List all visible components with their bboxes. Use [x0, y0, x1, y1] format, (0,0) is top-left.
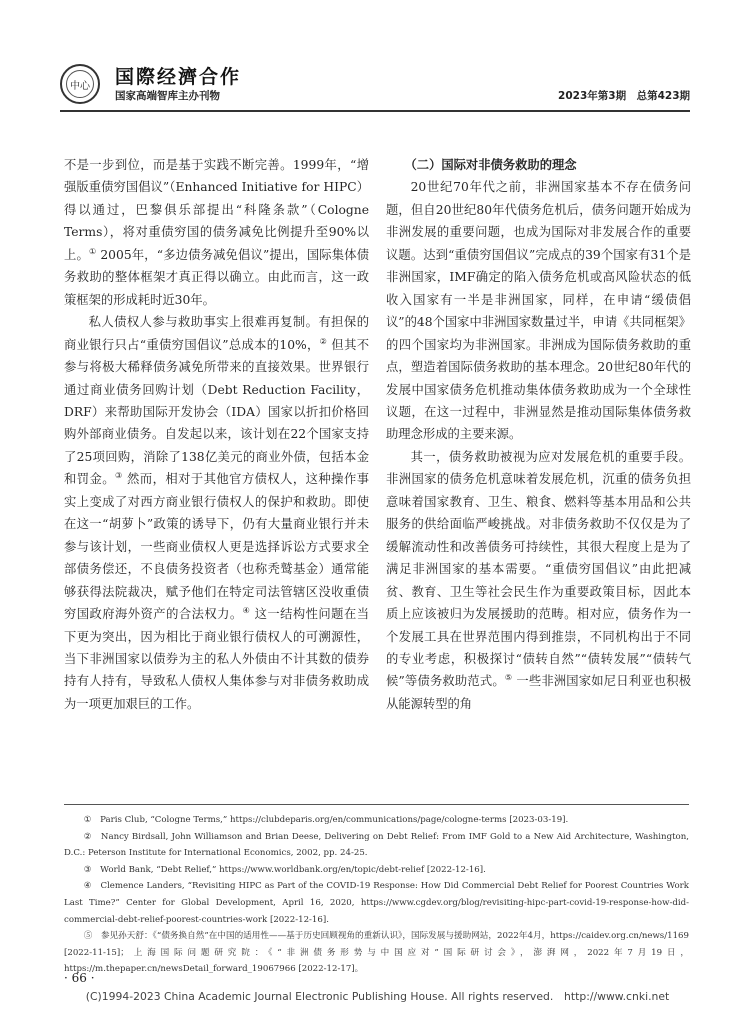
journal-title: 国際经濟合作 [115, 66, 242, 88]
footnote-marker: ② [319, 336, 328, 346]
right-column [386, 154, 691, 715]
footnote-marker: ⑤ [504, 673, 513, 683]
journal-logo-icon [60, 64, 100, 104]
page-number: · 66 · [64, 971, 95, 985]
header-divider [60, 110, 690, 112]
left-column [64, 154, 369, 715]
left-paragraph-2: 私人债权人参与救助事实上很难再复制。有担保的商业银行只占“重债穷国倡议”总成本的10%，② 但其不参与将极大稀释债务减免所带来的直接效果。世界银行通过商业债务回购计划（Debt Reduction Facility，DRF）来帮助国际开发协会（IDA）国家以折扣价格回购外部商业债务。自发起以来，该计划在22个国家支持了25项回购，消除了138亿美元的商业外债，包括本金和罚金。③ 然而，相对于其他官方债权人，这种操作事实上变成了对西方商业银行债权人的保护和救助。即使在这一“胡萝卜”政策的诱导下，仍有大量商业银行并未参与该计划，一些商业债权人更是选择诉讼方式要求全部债务偿还，不良债务投资者（也称秃鹫基金）通常能够获得法院裁决，赋予他们在特定司法管辖区没收重债穷国政府海外资产的合法权力。④ 这一结构性问题在当下更为突出，因为相比于商业银行债权人的可溯源性，当下非洲国家以债券为主的私人外债由不计其数的债券持有人持有，导致私人债权人集体参与对非债务救助成为一项更加艰巨的工作。 [64, 315, 369, 711]
right-paragraph-2: 其一，债务救助被视为应对发展危机的重要手段。非洲国家的债务危机意味着发展危机，沉重的债务负担意味着国家教育、卫生、粮食、燃料等基本用品和公共服务的供给面临严峻挑战。对非债务救助不仅仅是为了缓解流动性和改善债务可持续性，其很大程度上是为了满足非洲国家的基本需要。“重债穷国倡议”由此把减贫、教育、卫生等社会民生作为重要政策目标，因此本质上应该被归为发展援助的范畴。相对应，债务作为一个发展工具在世界范围内得到推崇，不同机构出于不同的专业考虑，积极探讨“债转自然”“债转发展”“债转气候”等债务救助范式。⑤ 一些非洲国家如尼日利亚也积极从能源转型的角 [386, 449, 691, 711]
footnote-1: ① Paris Club, “Cologne Terms,” https://clubdeparis.org/en/communications/page/cologne-terms [2023-03-19]. [83, 815, 569, 825]
footnote-marker: ④ [242, 605, 251, 615]
left-paragraph-1: 不是一步到位，而是基于实践不断完善。1999年，“增强版重债穷国倡议”（Enhanced Initiative for HIPC）得以通过，巴黎俱乐部提出“科隆条款”（Cologne Terms），将对重债穷国的债务减免比例提升至90%以上。① 2005年，“多边债务减免倡议”提出，国际集体债务救助的整体框架才真正得以确立。由此而言，这一政策框架的形成耗时近30年。 [64, 158, 369, 307]
footnote-3: ③ World Bank, “Debt Relief,” https://www.worldbank.org/en/topic/debt-relief [2022-12-16]. [83, 864, 486, 875]
journal-header [60, 62, 690, 104]
copyright-notice: (C)1994-2023 China Academic Journal Electronic Publishing House. All rights reserved. http://www.cnki.net [85, 990, 670, 1003]
footnote-divider [64, 804, 689, 805]
logo-text: 中心 [66, 70, 94, 98]
footnote-5: ⑤ 参见孙天舒：《“债务换自然”在中国的适用性——基于历史回顾视角的重新认识》，国际发展与援助网站，2022年4月，https://caidev.org.cn/news/1169 [2022-11-15]；上海国际问题研究院：《“非洲债务形势与中国应对”国际研讨会》，澎湃网，2022年7月19日，https://m.thepaper.cn/newsDetail_forward_19067966 [2022-12-17]。 [64, 931, 689, 975]
footnote-2: ② Nancy Birdsall, John Williamson and Brian Deese, Delivering on Debt Relief: From IMF Gold to a New Aid Architecture, Washington, D.C.: Peterson Institute for International Economics, 2002, pp. 24-25. [64, 831, 689, 859]
footnote-4: ④ Clemence Landers, “Revisiting HIPC as Part of the COVID-19 Response: How Did Commercial Debt Relief for Poorest Countries Work Last Time?” Center for Global Development, April 16, 2020, https://www.cgdev.org/blog/revisiting-hipc-part-covid-19-response-how-did-commercial-debt-relief-poorest-countries-work [2022-12-16]. [64, 881, 689, 925]
right-paragraph-1: 20世纪70年代之前，非洲国家基本不存在债务问题，但自20世纪80年代债务危机后，债务问题开始成为非洲发展的重要问题，也成为国际对非发展合作的重要议题。达到“重债穷国倡议”完成点的39个国家有31个是非洲国家，IMF确定的陷入债务危机或高风险状态的低收入国家有一半是非洲国家，同样，在申请“缓债倡议”的48个国家中非洲国家数量过半，申请《共同框架》的四个国家均为非洲国家。非洲成为国际债务救助的重点，塑造着国际债务救助的基本理念。20世纪80年代的发展中国家债务危机推动集体债务救助成为一个全球性议题，在这一过程中，非洲显然是推动国际集体债务救助理念形成的主要来源。 [386, 180, 691, 442]
journal-subtitle: 国家高端智库主办刊物 [115, 90, 220, 102]
footnote-marker: ① [88, 246, 97, 256]
section-title: （二）国际对非债务救助的理念 [404, 157, 577, 172]
footnotes [64, 812, 689, 978]
footnote-marker: ③ [115, 471, 123, 481]
issue-info: 2023年第3期 总第423期 [558, 90, 690, 102]
